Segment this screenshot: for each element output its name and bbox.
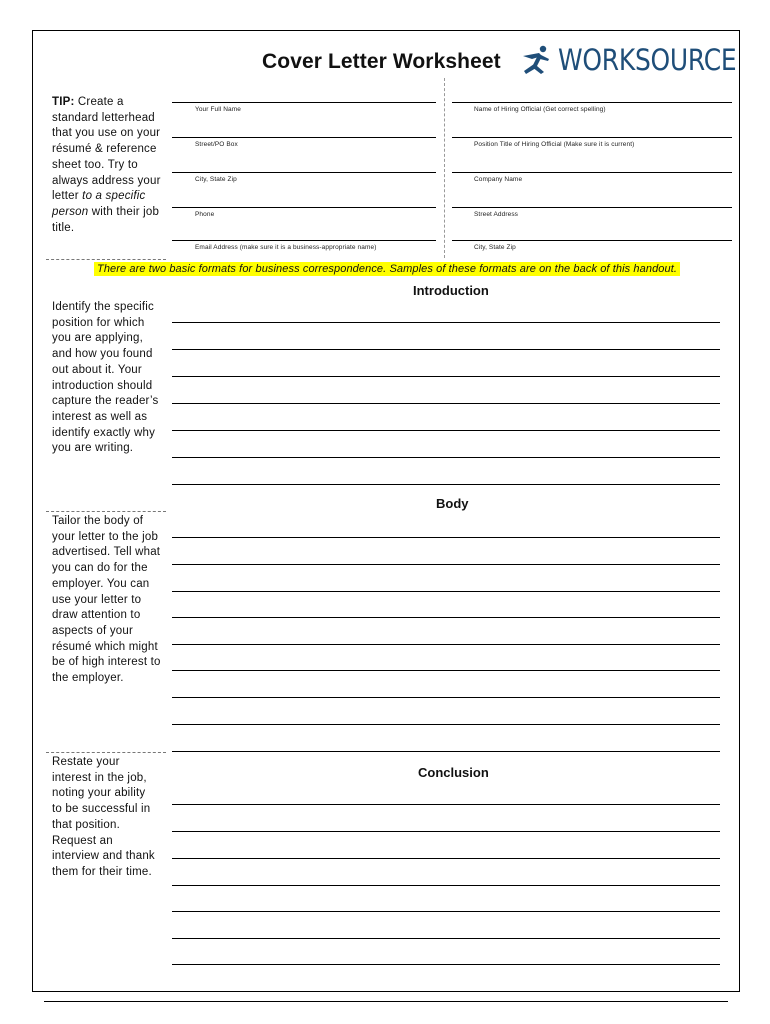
sender-email-line[interactable] bbox=[172, 240, 436, 241]
body-line-8[interactable] bbox=[172, 724, 720, 725]
tip-label: TIP: bbox=[52, 96, 75, 108]
body-line-3[interactable] bbox=[172, 591, 720, 592]
recipient-street-line[interactable] bbox=[452, 207, 732, 208]
sender-name-line[interactable] bbox=[172, 102, 436, 103]
worksource-logo: WORKSOURCE bbox=[558, 43, 737, 77]
body-line-5[interactable] bbox=[172, 644, 720, 645]
body-line-4[interactable] bbox=[172, 617, 720, 618]
formats-banner: There are two basic formats for business correspondence. Samples of these formats are on the back of this handout. bbox=[94, 262, 680, 276]
tip-note bbox=[52, 95, 164, 236]
footer-rule bbox=[44, 1001, 728, 1002]
recipient-title-label: Position Title of Hiring Official (Make sure it is current) bbox=[474, 141, 635, 148]
recipient-company-label: Company Name bbox=[474, 176, 523, 183]
recipient-street-label: Street Address bbox=[474, 211, 519, 218]
tip-text-2: with their job title. bbox=[52, 205, 160, 234]
body-line-2[interactable] bbox=[172, 564, 720, 565]
conclusion-heading: Conclusion bbox=[418, 765, 489, 780]
introduction-line-6[interactable] bbox=[172, 457, 720, 458]
tip-text-1: Create a standard letterhead that you use on your résumé & reference sheet too. Try to always address your letter bbox=[52, 96, 161, 203]
introduction-line-3[interactable] bbox=[172, 376, 720, 377]
body-heading: Body bbox=[436, 496, 469, 511]
tip-emphasis: to a specific person bbox=[52, 190, 146, 218]
sender-street-line[interactable] bbox=[172, 137, 436, 138]
sender-city-label: City, State Zip bbox=[195, 176, 237, 183]
column-divider bbox=[444, 78, 445, 258]
recipient-title-line[interactable] bbox=[452, 137, 732, 138]
page-title: Cover Letter Worksheet bbox=[262, 50, 501, 73]
conclusion-hint: Restate your interest in the job, noting your ability to be successful in that position. Request an interview and thank them for their time. bbox=[52, 756, 155, 878]
introduction-line-1[interactable] bbox=[172, 322, 720, 323]
sender-phone-line[interactable] bbox=[172, 207, 436, 208]
recipient-city-line[interactable] bbox=[452, 240, 732, 241]
sender-street-label: Street/PO Box bbox=[195, 141, 238, 148]
conclusion-line-2[interactable] bbox=[172, 831, 720, 832]
sender-name-label: Your Full Name bbox=[195, 106, 241, 113]
recipient-name-label: Name of Hiring Official (Get correct spelling) bbox=[474, 106, 606, 113]
conclusion-line-4[interactable] bbox=[172, 885, 720, 886]
tip-divider bbox=[46, 259, 166, 260]
body-line-6[interactable] bbox=[172, 670, 720, 671]
introduction-line-5[interactable] bbox=[172, 430, 720, 431]
sender-phone-label: Phone bbox=[195, 211, 215, 218]
body-line-7[interactable] bbox=[172, 697, 720, 698]
recipient-name-line[interactable] bbox=[452, 102, 732, 103]
body-line-9[interactable] bbox=[172, 751, 720, 752]
body-hint: Tailor the body of your letter to the job advertised. Tell what you can do for the employer. You can use your letter to draw attention to aspects of your résumé which might be of high interest to the employer. bbox=[52, 515, 161, 685]
conclusion-line-1[interactable] bbox=[172, 804, 720, 805]
recipient-company-line[interactable] bbox=[452, 172, 732, 173]
running-figure-icon bbox=[520, 44, 552, 76]
conclusion-line-3[interactable] bbox=[172, 858, 720, 859]
introduction-hint: Identify the specific position for which you are applying, and how you found out about it. Your introduction should capture the reader’s interest as well as identify exactly why you are writing. bbox=[52, 301, 159, 455]
body-line-1[interactable] bbox=[172, 537, 720, 538]
introduction-heading: Introduction bbox=[413, 283, 489, 298]
introduction-line-2[interactable] bbox=[172, 349, 720, 350]
conclusion-line-5[interactable] bbox=[172, 911, 720, 912]
recipient-city-label: City, State Zip bbox=[474, 244, 516, 251]
conclusion-line-7[interactable] bbox=[172, 964, 720, 965]
conclusion-line-6[interactable] bbox=[172, 938, 720, 939]
sender-email-label: Email Address (make sure it is a business-appropriate name) bbox=[195, 244, 377, 251]
sender-city-line[interactable] bbox=[172, 172, 436, 173]
introduction-line-4[interactable] bbox=[172, 403, 720, 404]
body-divider bbox=[46, 752, 166, 753]
introduction-divider bbox=[46, 511, 166, 512]
introduction-line-7[interactable] bbox=[172, 484, 720, 485]
